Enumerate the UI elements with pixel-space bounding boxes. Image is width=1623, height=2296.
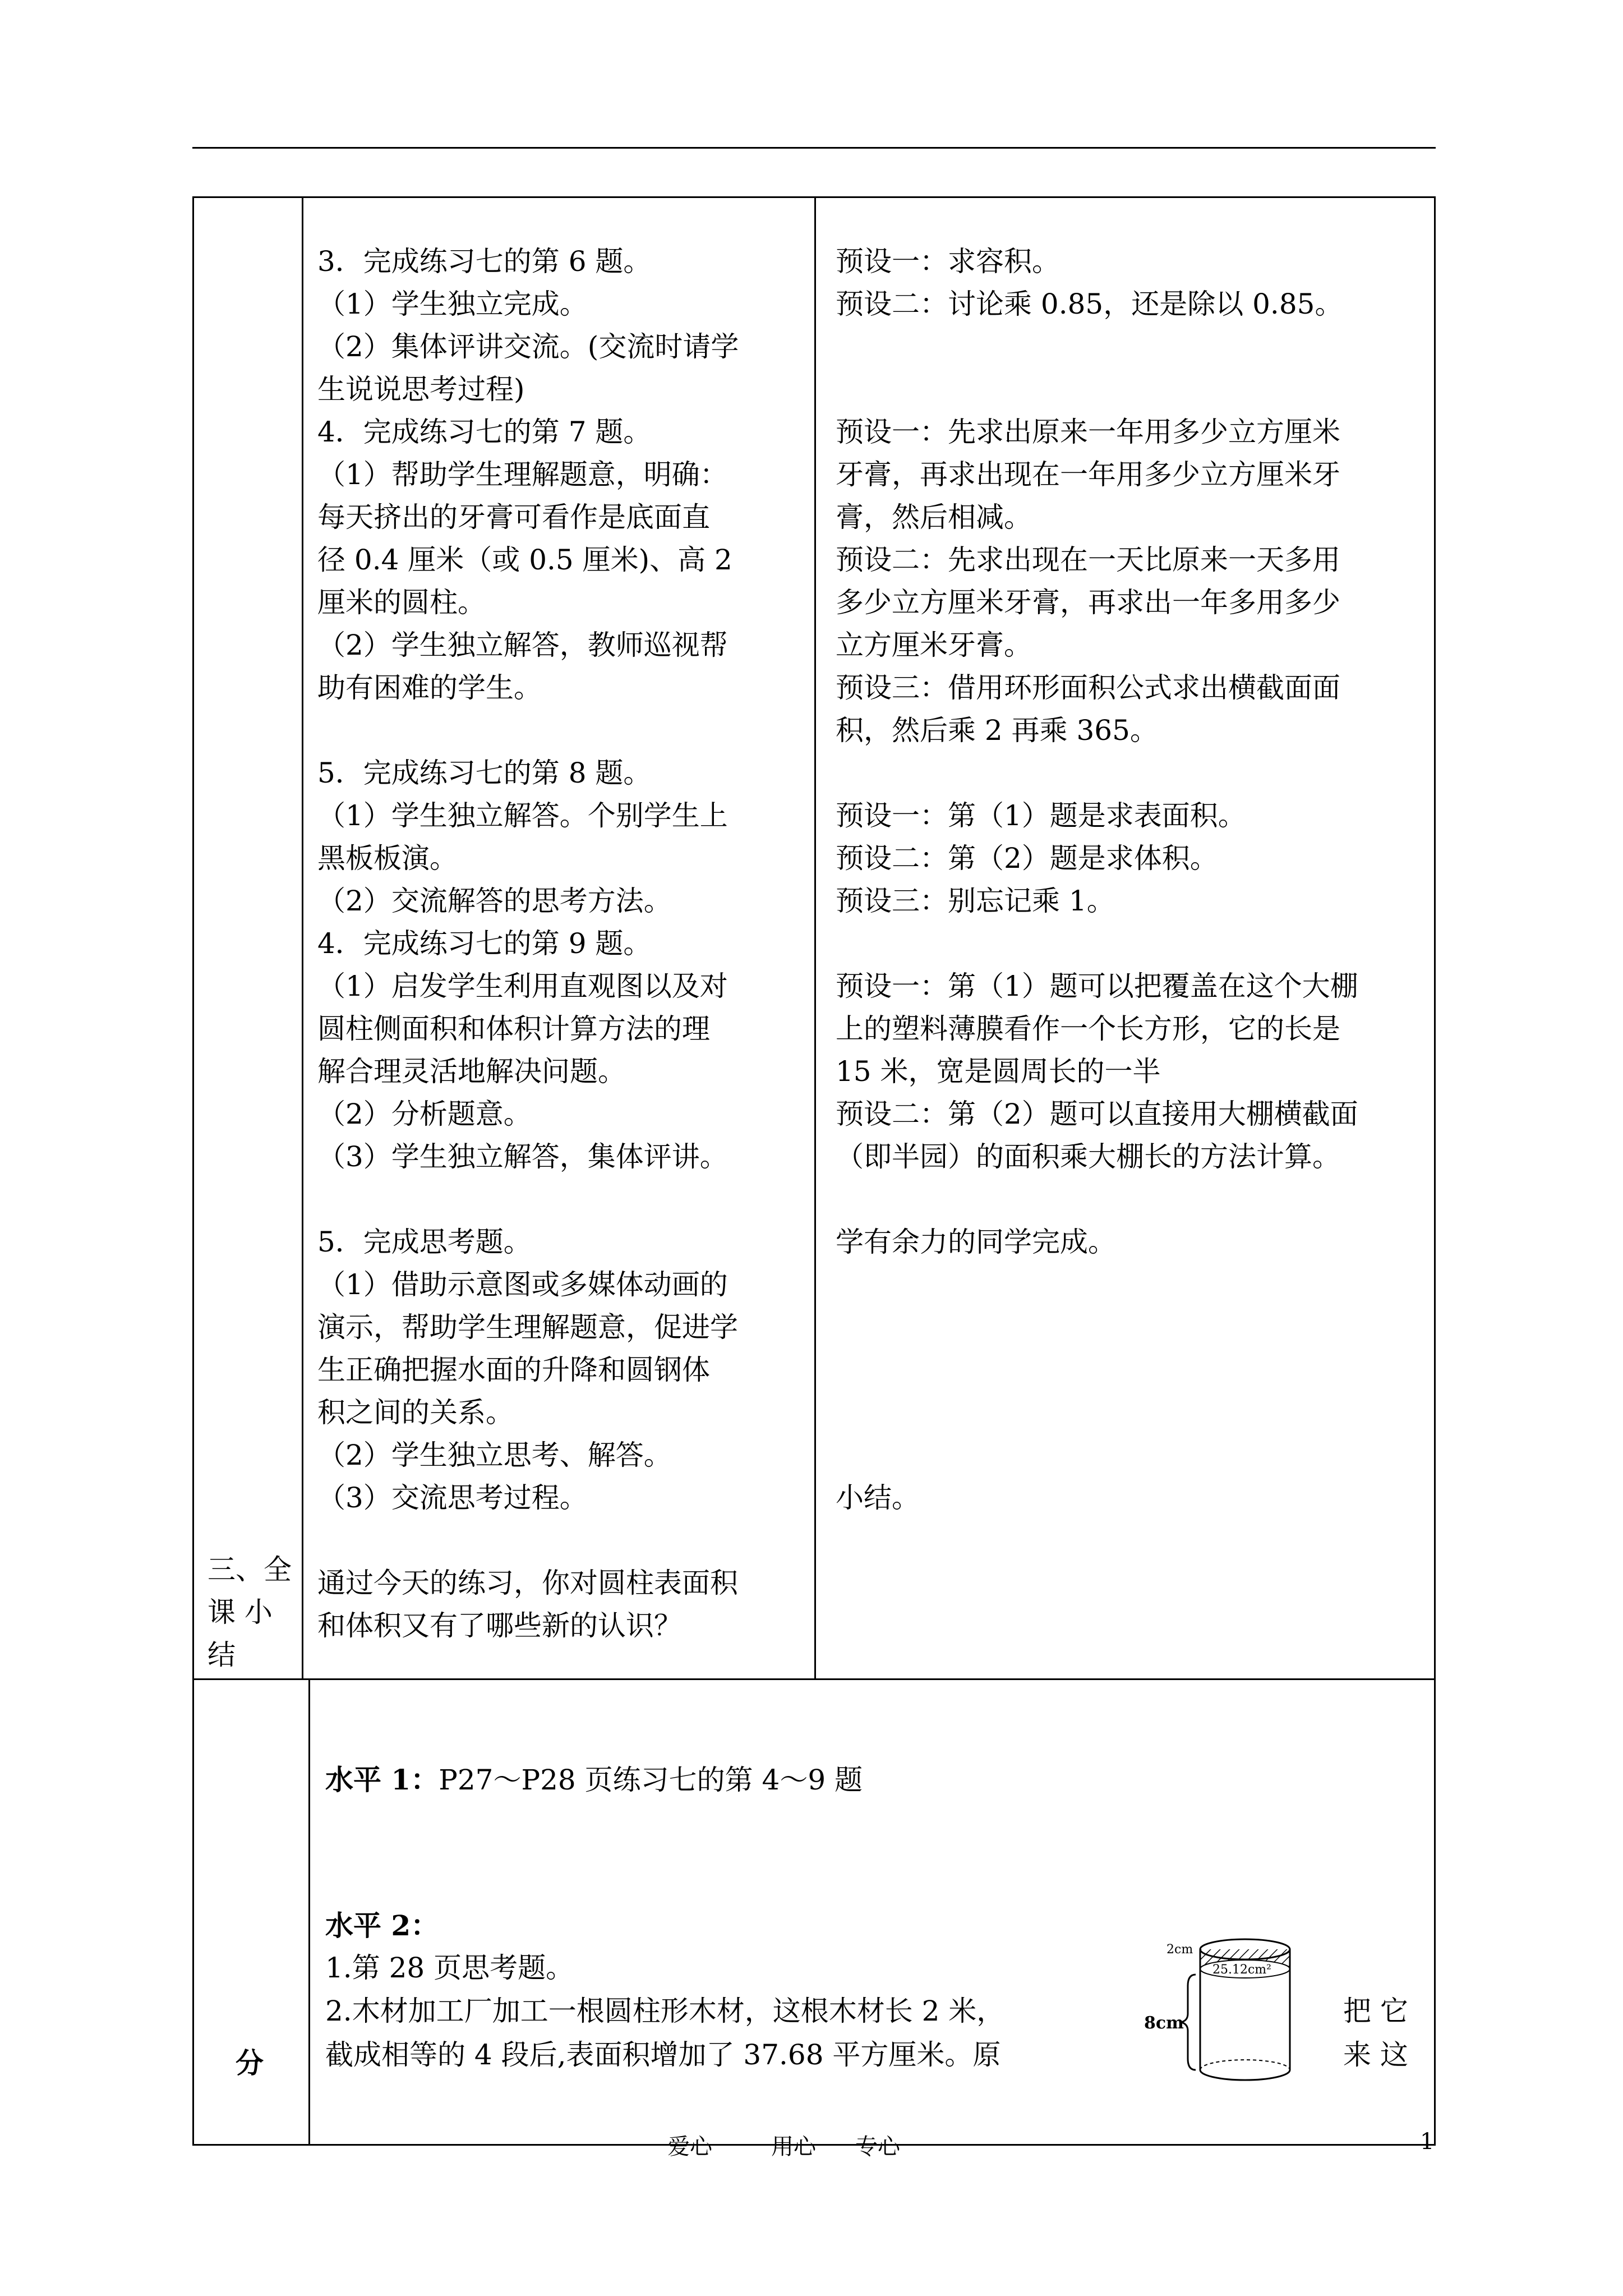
teaching-step-line: [317, 1519, 739, 1562]
label-2cm: 2cm: [1166, 1943, 1193, 1957]
footer-motto-3: 专心: [855, 2134, 900, 2160]
preset-line: 膏，然后相减。: [836, 501, 1032, 533]
page-number: 1: [1420, 2129, 1435, 2155]
teaching-step-line: 5．完成练习七的第 8 题。: [317, 757, 652, 789]
cylinder-figure: [1144, 1930, 1335, 2092]
preset-line: 学有余力的同学完成。: [836, 1226, 1116, 1258]
teaching-step-line: 助有困难的学生。: [317, 671, 542, 704]
teaching-step-line: （1）帮助学生理解题意，明确：: [317, 458, 728, 491]
preset-line: （即半园）的面积乘大棚长的方法计算。: [836, 1140, 1340, 1173]
preset-line: 预设二：讨论乘 0.85，还是除以 0.85。: [836, 288, 1343, 320]
level-1-text: P27～P28 页练习七的第 4～9 题: [439, 1764, 863, 1796]
table-border-left: [192, 196, 194, 1680]
teaching-step-line: （2）学生独立思考、解答。: [317, 1439, 672, 1471]
section-label-line-2: 课 小: [208, 1596, 273, 1628]
side-text-1: 把 它: [1343, 1995, 1408, 2027]
preset-line: 积，然后乘 2 再乘 365。: [836, 714, 1158, 747]
teaching-step-line: 解合理灵活地解决问题。: [317, 1055, 626, 1088]
table-row-divider: [192, 1678, 1436, 1680]
preset-line: 预设二：第（2）题是求体积。: [836, 842, 1218, 875]
table-border-right: [1434, 196, 1436, 2146]
cylinder-bottom-arc-back: [1200, 2060, 1290, 2070]
preset-line: [836, 368, 1358, 411]
teaching-step-line: （2）交流解答的思考方法。: [317, 885, 672, 917]
lower-table-left: [192, 1678, 194, 2146]
teaching-step-line: 积之间的关系。: [317, 1396, 514, 1429]
preset-line: 上的塑料薄膜看作一个长方形，它的长是: [836, 1013, 1340, 1045]
preset-line: 预设二：第（2）题可以直接用大棚横截面: [836, 1098, 1358, 1130]
teaching-step-line: （2）集体评讲交流。(交流时请学: [317, 330, 739, 363]
lower-table-divider: [308, 1678, 310, 2146]
teaching-step-line: 每天挤出的牙膏可看作是底面直: [317, 501, 710, 533]
teaching-step-line: 和体积又有了哪些新的认识？: [317, 1609, 682, 1642]
teaching-step-line: 通过今天的练习，你对圆柱表面积: [317, 1567, 738, 1599]
preset-line: 预设一：第（1）题可以把覆盖在这个大棚: [836, 970, 1358, 1002]
preset-line: [836, 922, 1358, 965]
preset-line: [836, 325, 1358, 368]
preset-line: [836, 1306, 1358, 1349]
preset-line: 多少立方厘米牙膏，再求出一年多用多少: [836, 586, 1340, 619]
preset-line: 预设一：第（1）题是求表面积。: [836, 799, 1246, 832]
teaching-step-line: （2）学生独立解答，教师巡视帮: [317, 629, 728, 661]
preset-line: 小结。: [836, 1481, 920, 1514]
teaching-step-line: 4．完成练习七的第 7 题。: [317, 416, 652, 448]
preset-line: [836, 1178, 1358, 1221]
preset-line: 15 米，宽是圆周长的一半: [836, 1055, 1161, 1088]
preset-line: [836, 1263, 1358, 1306]
teaching-step-line: （1）学生独立解答。个别学生上: [317, 799, 728, 832]
presets: [836, 240, 1358, 1519]
teaching-step-line: 5．完成思考题。: [317, 1226, 532, 1258]
teaching-step-line: 径 0.4 厘米（或 0.5 厘米)、高 2: [317, 544, 732, 576]
section-label-line-1: 三、全: [208, 1553, 292, 1586]
teaching-step-line: 生正确把握水面的升降和圆钢体: [317, 1354, 710, 1386]
preset-line: 预设一：先求出原来一年用多少立方厘米: [836, 416, 1340, 448]
preset-line: 立方厘米牙膏。: [836, 629, 1032, 661]
table-divider-2: [814, 196, 816, 1680]
preset-line: [836, 1434, 1358, 1476]
teaching-step-line: 黑板板演。: [317, 842, 458, 875]
preset-line: [836, 1349, 1358, 1391]
table-divider-1: [302, 196, 303, 1680]
label-area: 25.12cm²: [1212, 1963, 1271, 1977]
teaching-step-line: [317, 709, 739, 752]
cylinder-bottom-arc: [1200, 2070, 1290, 2080]
level-2-item-1: 1.第 28 页思考题。: [325, 1952, 574, 1984]
preset-line: 预设二：先求出现在一天比原来一天多用: [836, 544, 1340, 576]
level-2-item-2-line-2: 截成相等的 4 段后,表面积增加了 37.68 平方厘米。原: [325, 2039, 1001, 2071]
teaching-step-line: 3．完成练习七的第 6 题。: [317, 245, 652, 278]
preset-line: 牙膏，再求出现在一年用多少立方厘米牙: [836, 458, 1340, 491]
footer-motto-1: 爱心: [667, 2134, 712, 2160]
footer-motto-2: 用心: [771, 2134, 816, 2160]
level-2-label: 水平 2：: [325, 1909, 439, 1942]
teaching-step-line: （1）借助示意图或多媒体动画的: [317, 1268, 728, 1301]
teaching-step-line: 4．完成练习七的第 9 题。: [317, 927, 652, 960]
fen-label: 分: [236, 2046, 264, 2079]
teaching-step-line: [317, 1178, 739, 1221]
label-8cm: 8cm: [1144, 2013, 1184, 2033]
level-1-label: 水平 1：: [325, 1763, 439, 1796]
level-1: [325, 1759, 863, 1801]
preset-line: 预设三：别忘记乘 1。: [836, 885, 1115, 917]
preset-line: 预设一：求容积。: [836, 245, 1060, 278]
teaching-steps: [317, 240, 739, 1647]
teaching-step-line: 演示，帮助学生理解题意，促进学: [317, 1311, 738, 1343]
header-rule: [192, 147, 1436, 149]
preset-line: [836, 752, 1358, 794]
teaching-step-line: 厘米的圆柱。: [317, 586, 486, 619]
teaching-step-line: （3）交流思考过程。: [317, 1481, 588, 1514]
level-2-item-2-line-1: 2.木材加工厂加工一根圆柱形木材，这根木材长 2 米，: [325, 1995, 1005, 2027]
teaching-step-line: （2）分析题意。: [317, 1098, 532, 1130]
teaching-step-line: （1）学生独立完成。: [317, 288, 588, 320]
teaching-step-line: 圆柱侧面积和体积计算方法的理: [317, 1013, 710, 1045]
section-label: [208, 1548, 292, 1676]
teaching-step-line: （1）启发学生利用直观图以及对: [317, 970, 728, 1002]
section-label-line-3: 结: [208, 1639, 236, 1671]
side-text-2: 来 这: [1343, 2039, 1408, 2071]
teaching-step-line: （3）学生独立解答，集体评讲。: [317, 1140, 728, 1173]
preset-line: [836, 1391, 1358, 1434]
teaching-step-line: 生说说思考过程): [317, 373, 525, 406]
preset-line: 预设三：借用环形面积公式求出横截面面: [836, 671, 1340, 704]
